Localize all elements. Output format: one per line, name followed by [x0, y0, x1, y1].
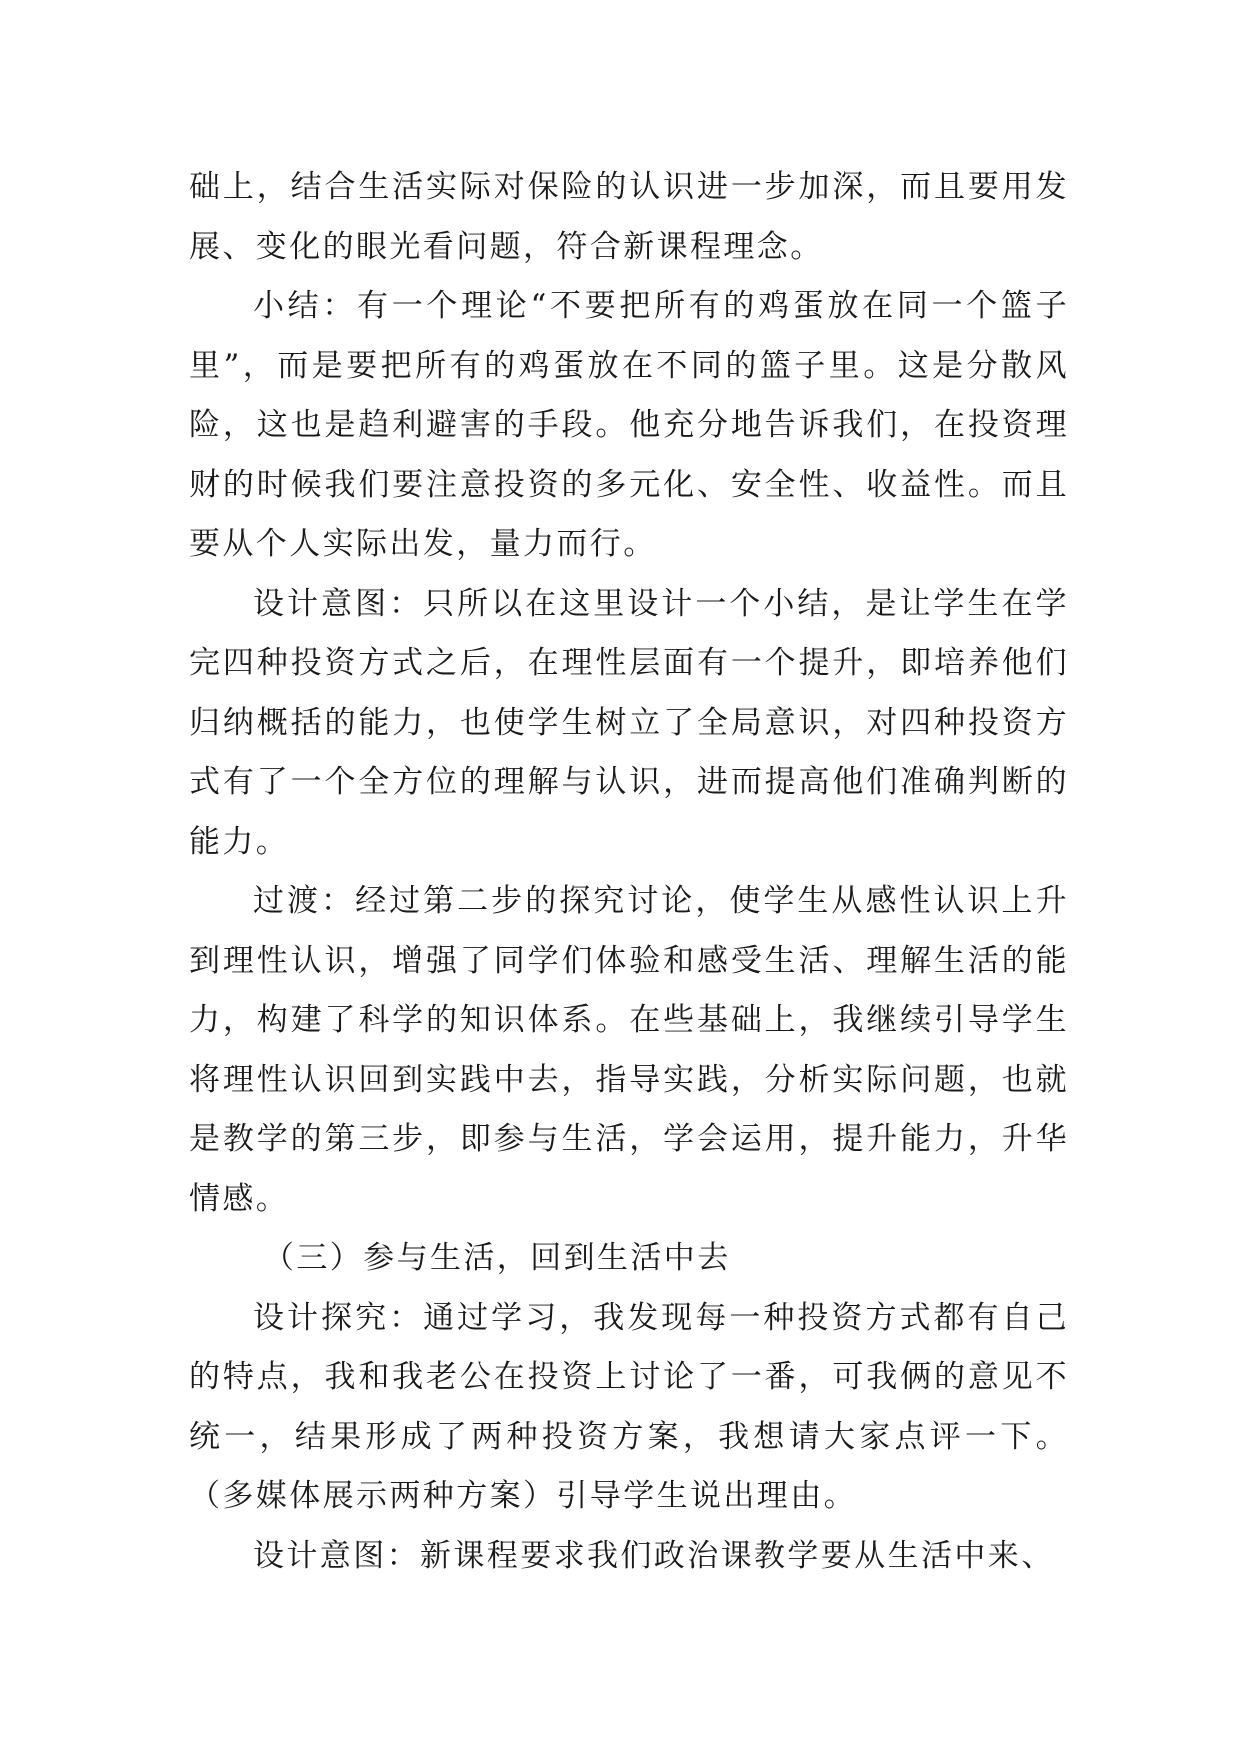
paragraph-summary: 小结：有一个理论“不要把所有的鸡蛋放在同一个篮子里”，而是要把所有的鸡蛋放在不同的篮子里。这是分散风险，这也是趋利避害的手段。他充分地告诉我们，在投资理财的时候我们要注意投资的多元化、安全性、收益性。而且要从个人实际出发，量力而行。: [189, 288, 1069, 562]
paragraph-transition: 过渡：经过第二步的探究讨论，使学生从感性认识上升到理性认识，增强了同学们体验和感受生活、理解生活的能力，构建了科学的知识体系。在些基础上，我继续引导学生将理性认识回到实践中去，指导实践，分析实际问题，也就是教学的第三步，即参与生活，学会运用，提升能力，升华情感。: [189, 883, 1069, 1217]
paragraph-continued: 础上，结合生活实际对保险的认识进一步加深，而且要用发展、变化的眼光看问题，符合新课程理念。: [189, 169, 1069, 265]
paragraph-design-intent: 设计意图：只所以在这里设计一个小结，是让学生在学完四种投资方式之后，在理性层面有一个提升，即培养他们归纳概括的能力，也使学生树立了全局意识，对四种投资方式有了一个全方位的理解与认识，进而提高他们准确判断的能力。: [189, 585, 1069, 860]
paragraph-design-intent-2: 设计意图：新课程要求我们政治课教学要从生活中来、: [253, 1537, 1055, 1574]
document-body: [189, 158, 1069, 1586]
paragraph-design-inquiry: 设计探究：通过学习，我发现每一种投资方式都有自己的特点，我和我老公在投资上讨论了一番，可我俩的意见不统一，结果形成了两种投资方案，我想请大家点评一下。（多媒体展示两种方案）引导学生说出理由。: [189, 1299, 1069, 1514]
section-heading: （三）参与生活，回到生活中去: [263, 1240, 731, 1276]
